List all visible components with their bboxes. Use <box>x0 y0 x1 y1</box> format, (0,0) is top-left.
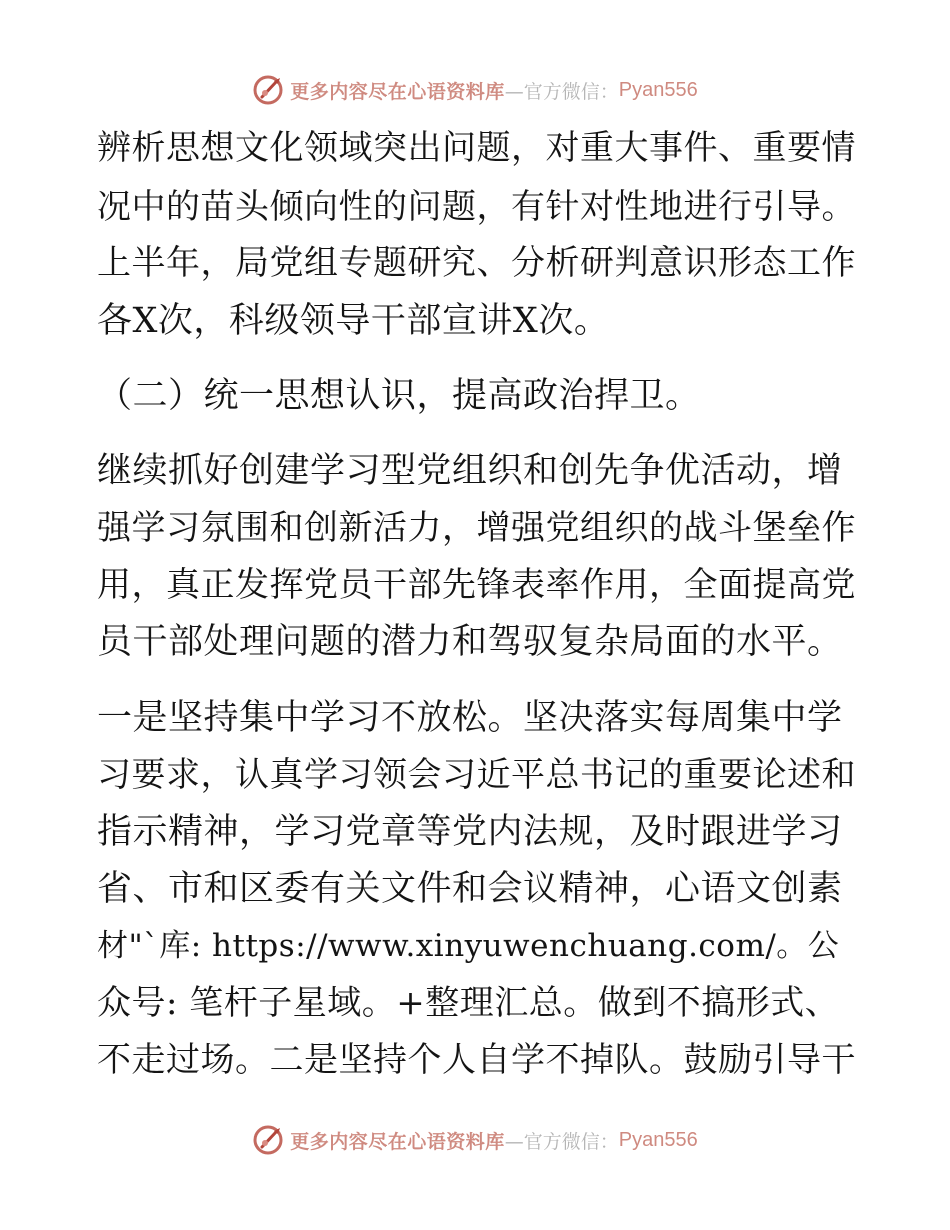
section-heading: （二）统一思想认识，提高政治捍卫。 <box>97 376 701 416</box>
text-line: 各X次，科级领导干部宣讲X次。 <box>97 301 610 341</box>
text-line: 省、市和区委有关文件和会议精神，心语文创素 <box>97 869 843 909</box>
brand-name: 更多内容尽在心语资料库 <box>290 80 505 103</box>
brand-logo-icon <box>252 73 286 107</box>
text-line: 况中的苗头倾向性的问题，有针对性地进行引导。 <box>97 187 856 227</box>
wechat-id: Pyan556 <box>618 78 698 101</box>
text-line: 材"`库: https://www.xinyuwenchuang.com/。公 <box>97 928 840 964</box>
text-line: 辨析思想文化领域突出问题，对重大事件、重要情 <box>97 128 856 168</box>
text-line: 一是坚持集中学习不放松。坚决落实每周集中学 <box>97 698 843 738</box>
brand-logo-icon <box>252 1123 286 1157</box>
text-line: 众号: 笔杆子星域。+整理汇总。做到不搞形式、 <box>97 983 840 1023</box>
text-line: 用，真正发挥党员干部先锋表率作用，全面提高党 <box>97 565 856 605</box>
text-line: 强学习氛围和创新活力，增强党组织的战斗堡垒作 <box>97 508 856 548</box>
text-line: 指示精神，学习党章等党内法规，及时跟进学习 <box>97 812 843 852</box>
wechat-id: Pyan556 <box>618 1128 698 1151</box>
text-line: 员干部处理问题的潜力和驾驭复杂局面的水平。 <box>97 622 843 662</box>
text-line: 继续抓好创建学习型党组织和创先争优活动，增 <box>97 451 843 491</box>
text-line: 习要求，认真学习领会习近平总书记的重要论述和 <box>97 755 856 795</box>
page-footer-watermark <box>0 1120 950 1160</box>
page-header-watermark <box>0 70 950 110</box>
brand-name: 更多内容尽在心语资料库 <box>290 1130 505 1153</box>
text-line: 上半年，局党组专题研究、分析研判意识形态工作 <box>97 243 856 283</box>
text-line: 不走过场。二是坚持个人自学不掉队。鼓励引导干 <box>97 1040 856 1080</box>
official-account-label: —官方微信： <box>504 80 619 103</box>
official-account-label: —官方微信： <box>504 1130 619 1153</box>
